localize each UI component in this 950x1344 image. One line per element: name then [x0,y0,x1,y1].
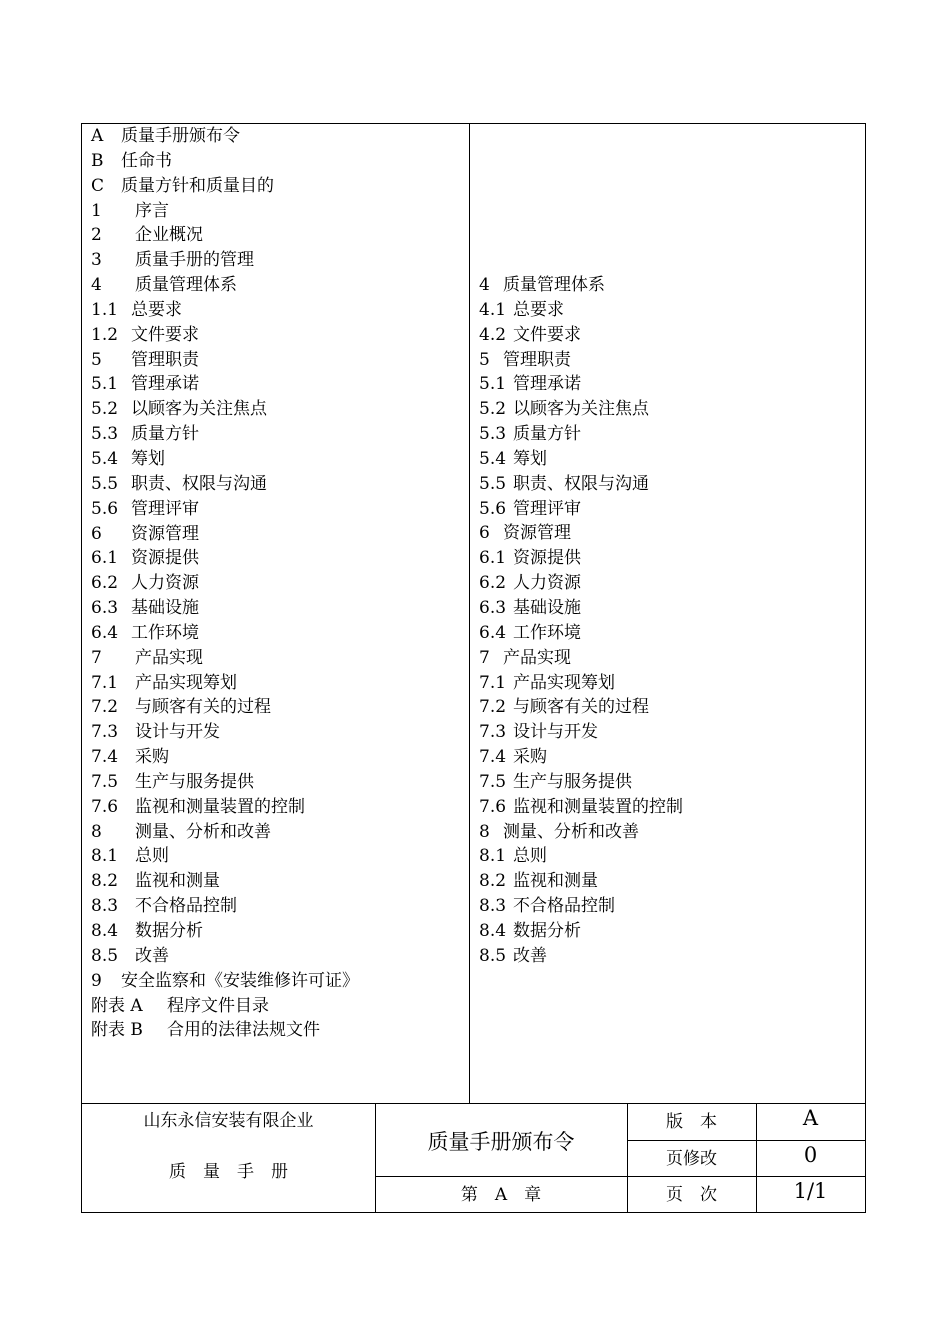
toc-entry-title: 管理评审 [513,498,581,519]
toc-entry-title: 改善 [513,945,547,966]
toc-entry [91,969,359,994]
toc-entry-title: 管理职责 [503,349,571,370]
toc-entry-number: 4 [479,275,490,295]
toc-right-column [479,273,683,969]
toc-entry [91,571,359,596]
toc-entry [479,298,683,323]
toc-entry-number: 5.5 [91,473,119,494]
toc-entry [479,844,683,869]
toc-entry-title: 监视和测量装置的控制 [135,796,305,817]
toc-entry-number: 8 [479,821,490,842]
toc-entry-title: 产品实现筹划 [513,672,615,693]
toc-entry-title: 采购 [135,747,169,768]
toc-entry-number: 6.3 [91,598,119,619]
toc-entry-title: 设计与开发 [513,722,598,743]
toc-entry-title: 总要求 [513,299,564,320]
toc-entry [479,521,683,546]
toc-entry-title: 数据分析 [135,921,203,941]
toc-entry-number: 5.3 [91,424,119,445]
toc-entry [479,770,683,795]
toc-entry-number: 6.4 [91,622,119,643]
toc-entry-number: 8.4 [91,921,119,941]
toc-entry-title: 企业概况 [135,225,203,246]
toc-entry [91,472,359,497]
toc-entry-number: 8.4 [479,920,507,941]
toc-entry-title: 职责、权限与沟通 [131,473,267,494]
toc-entry [479,720,683,745]
toc-entry-number: 2 [91,225,102,246]
column-divider [469,123,470,1104]
toc-entry-number: 7.2 [479,697,507,718]
toc-entry [479,745,683,770]
toc-entry [91,546,359,571]
toc-entry-title: 序言 [135,200,169,221]
toc-entry [479,571,683,596]
toc-entry-title: 生产与服务提供 [135,771,254,792]
version-value: A [802,1106,819,1130]
toc-entry [479,894,683,919]
toc-entry-title: 监视和测量 [135,871,220,892]
toc-entry [91,596,359,621]
toc-entry-number: B [91,150,104,171]
toc-entry-number: 5.2 [479,399,507,420]
toc-entry-number: 附表 B [91,1020,143,1041]
toc-entry-number: 附表 A [91,995,143,1016]
toc-entry [479,422,683,447]
toc-entry-title: 以顾客为关注焦点 [131,399,267,420]
toc-entry-number: 6 [91,523,102,544]
toc-entry [91,447,359,472]
toc-entry [91,124,359,149]
toc-entry-title: 采购 [513,747,547,768]
toc-entry-title: 总则 [513,846,547,867]
toc-entry-number: 5.1 [91,374,119,395]
document-footer-table [81,1103,866,1213]
toc-entry [91,919,359,944]
toc-entry-title: 筹划 [513,448,547,469]
toc-entry-number: 8.3 [91,896,119,917]
toc-entry [91,323,359,348]
toc-entry-title: 管理承诺 [131,374,199,395]
toc-entry [479,447,683,472]
toc-entry-title: 产品实现筹划 [135,672,237,693]
toc-entry-number: 1.2 [91,324,119,345]
toc-entry-title: 程序文件目录 [167,995,269,1016]
toc-entry [91,397,359,422]
toc-entry-number: 6.2 [479,573,507,594]
revision-value: 0 [803,1143,818,1167]
toc-entry-number: C [91,175,105,196]
toc-entry [479,621,683,646]
toc-entry-number: 1 [91,200,102,221]
toc-entry-number: 5.3 [479,424,507,445]
toc-entry-title: 质量管理体系 [135,275,237,296]
toc-entry [479,671,683,696]
document-title: 质量手册颁布令 [427,1130,575,1154]
toc-entry [479,397,683,422]
toc-entry-number: 7.2 [91,697,119,718]
toc-entry [91,720,359,745]
toc-entry-number: 5.6 [91,498,119,519]
toc-entry-title: 合用的法律法规文件 [167,1020,320,1041]
toc-entry-title: 资源提供 [131,548,199,569]
toc-entry [479,273,683,298]
toc-entry-number: 8.1 [91,846,119,867]
toc-entry-number: 7.1 [91,672,119,693]
toc-entry-title: 质量手册颁布令 [121,126,240,146]
toc-entry [91,795,359,820]
toc-entry-title: 管理承诺 [513,374,581,395]
toc-entry-title: 不合格品控制 [513,896,615,917]
toc-entry [91,820,359,845]
toc-entry [479,795,683,820]
toc-entry [91,994,359,1019]
toc-entry-title: 数据分析 [513,920,581,941]
toc-entry-number: 6.2 [91,573,119,594]
toc-entry-title: 监视和测量装置的控制 [513,796,683,817]
toc-entry-title: 安全监察和《安装维修许可证》 [121,970,359,991]
toc-entry [479,695,683,720]
toc-entry-title: 基础设施 [131,598,199,619]
toc-entry-title: 管理职责 [131,349,199,370]
toc-entry-number: 8.2 [91,871,119,892]
toc-entry-title: 工作环境 [513,622,581,643]
toc-entry-title: 产品实现 [503,647,571,668]
toc-entry [479,472,683,497]
toc-entry-title: 质量方针 [131,424,199,445]
toc-entry-number: 7.6 [91,796,119,817]
toc-entry-number: 6.1 [479,548,507,569]
toc-entry [479,323,683,348]
toc-entry [91,869,359,894]
toc-entry [91,199,359,224]
toc-entry-number: 7 [91,647,102,668]
toc-entry-title: 与顾客有关的过程 [135,697,271,718]
toc-entry [91,894,359,919]
toc-entry-number: 7.5 [479,771,507,792]
toc-entry-title: 人力资源 [131,573,199,594]
toc-entry-number: 6.3 [479,597,507,618]
toc-entry-number: 5.1 [479,374,507,395]
toc-entry-number: 5.4 [479,448,507,469]
revision-label: 页修改 [666,1149,717,1169]
toc-entry-title: 总则 [135,846,169,867]
toc-entry-title: 设计与开发 [135,722,220,743]
toc-entry-title: 文件要求 [513,324,581,345]
toc-entry [91,248,359,273]
toc-entry [479,919,683,944]
toc-entry-number: 9 [91,970,102,991]
toc-entry [479,820,683,845]
toc-entry [479,869,683,894]
toc-entry [91,671,359,696]
toc-entry-number: 7.6 [479,796,507,817]
toc-entry-number: 4.2 [479,324,507,345]
toc-entry-title: 生产与服务提供 [513,771,632,792]
toc-entry-title: 测量、分析和改善 [135,821,271,842]
toc-entry-number: 7.3 [91,722,119,743]
toc-entry [91,844,359,869]
toc-entry-title: 与顾客有关的过程 [513,697,649,718]
toc-entry-title: 以顾客为关注焦点 [513,399,649,420]
company-name: 山东永信安装有限企业 [143,1111,314,1131]
toc-entry-number: 4 [91,275,102,296]
toc-entry [91,621,359,646]
toc-entry-number: 7.3 [479,722,507,743]
toc-entry-title: 质量方针和质量目的 [121,175,274,196]
toc-entry-title: 资源管理 [503,523,571,544]
toc-entry [479,546,683,571]
toc-entry-title: 人力资源 [513,573,581,594]
toc-entry [91,497,359,522]
toc-entry-number: 5 [91,349,102,370]
toc-entry-number: 4.1 [479,299,507,320]
toc-entry-title: 管理评审 [131,498,199,519]
toc-entry [91,348,359,373]
toc-entry [91,770,359,795]
toc-entry-number: 8.2 [479,871,507,892]
toc-entry-number: 7 [479,647,490,668]
toc-entry [91,372,359,397]
toc-entry [91,695,359,720]
toc-entry-number: 8.5 [91,945,119,966]
toc-entry-number: A [91,126,104,146]
toc-entry-title: 改善 [135,945,169,966]
toc-entry [91,944,359,969]
toc-left-column [91,124,359,1043]
toc-entry-title: 质量管理体系 [503,275,605,295]
toc-entry [91,273,359,298]
toc-entry-title: 职责、权限与沟通 [513,473,649,494]
toc-entry-title: 筹划 [131,448,165,469]
toc-entry-number: 5.4 [91,448,119,469]
toc-entry-title: 资源提供 [513,548,581,569]
toc-entry-title: 测量、分析和改善 [503,821,639,842]
toc-entry [91,646,359,671]
toc-entry [91,422,359,447]
toc-entry-title: 文件要求 [131,324,199,345]
toc-entry-number: 5.6 [479,498,507,519]
toc-entry-title: 监视和测量 [513,871,598,892]
toc-entry-number: 8 [91,821,102,842]
page-value: 1/1 [793,1179,828,1203]
toc-entry-title: 质量手册的管理 [135,250,254,271]
toc-entry [479,348,683,373]
toc-entry-title: 质量方针 [513,424,581,445]
toc-entry-number: 5.5 [479,473,507,494]
toc-entry [91,1018,359,1043]
toc-entry-number: 5 [479,349,490,370]
toc-entry [479,944,683,969]
page-label: 页 次 [666,1185,717,1205]
toc-entry-number: 1.1 [91,299,119,320]
toc-entry-title: 任命书 [121,150,172,171]
toc-entry [91,522,359,547]
toc-entry-number: 8.5 [479,945,507,966]
toc-entry [91,745,359,770]
toc-entry-title: 资源管理 [131,523,199,544]
toc-entry [479,497,683,522]
toc-entry-number: 7.4 [479,747,507,768]
toc-entry [479,372,683,397]
toc-entry-title: 不合格品控制 [135,896,237,917]
toc-entry [479,596,683,621]
chapter-label: 第 A 章 [460,1185,542,1205]
toc-entry-number: 8.1 [479,846,507,867]
toc-entry-title: 工作环境 [131,622,199,643]
manual-title: 质 量 手 册 [169,1162,288,1182]
toc-entry-number: 6.4 [479,622,507,643]
toc-entry-title: 总要求 [131,299,182,320]
toc-entry-number: 6 [479,523,490,544]
toc-entry-number: 3 [91,250,102,271]
toc-entry [91,149,359,174]
toc-entry-number: 5.2 [91,399,119,420]
version-label: 版 本 [666,1112,717,1132]
toc-entry-title: 产品实现 [135,647,203,668]
toc-entry-title: 基础设施 [513,597,581,618]
toc-entry [479,646,683,671]
toc-entry [91,223,359,248]
toc-entry-number: 8.3 [479,896,507,917]
toc-entry [91,298,359,323]
toc-entry-number: 6.1 [91,548,119,569]
toc-entry-number: 7.1 [479,672,507,693]
toc-entry-number: 7.5 [91,771,119,792]
toc-entry-number: 7.4 [91,747,119,768]
toc-entry [91,174,359,199]
